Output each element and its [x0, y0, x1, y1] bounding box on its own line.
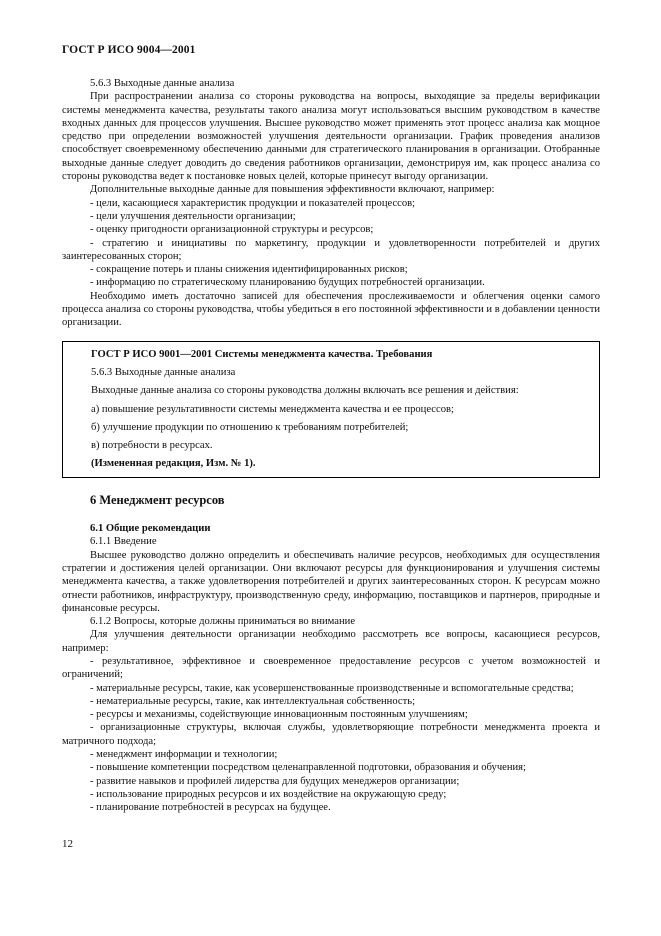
list-item: - цели улучшения деятельности организации; — [90, 210, 296, 222]
list-item: - организационные структуры, включая службы, удовлетворяющие потребности менеджмента проекта и матричного подхода; — [62, 722, 600, 747]
section-heading-6-1: 6.1 Общие рекомендации — [90, 523, 211, 535]
list-item: - цели, касающиеся характеристик продукции и показателей процессов; — [90, 197, 416, 209]
list-item: - ресурсы и механизмы, содействующие инновационным постоянным улучшениям; — [90, 709, 468, 721]
list-item: - материальные ресурсы, такие, как усовершенствованные производственные и вспомогательные средства; — [90, 682, 574, 694]
page-content — [62, 77, 600, 815]
quote-box-item: в) потребности в ресурсах. — [91, 440, 213, 452]
quote-box-item: а) повышение результативности системы менеджмента качества и ее процессов; — [91, 403, 454, 415]
quote-box-intro: Выходные данные анализа со стороны руководства должны включать все решения и действия: — [91, 385, 519, 397]
paragraph: Для улучшения деятельности организации необходимо рассмотреть все вопросы, касающиеся ресурсов, например: — [62, 629, 600, 654]
quote-box-item: б) улучшение продукции по отношению к требованиям потребителей; — [91, 421, 409, 433]
section-heading-6-1-1: 6.1.1 Введение — [90, 536, 157, 548]
paragraph: Необходимо иметь достаточно записей для обеспечения прослеживаемости и облегчения оценки самого процесса анализа со стороны руководства, чтобы убедиться в его постоянной эффективности и в добавлении ценности организации. — [62, 290, 600, 329]
list-item: - информацию по стратегическому планированию будущих потребностей организации. — [90, 277, 485, 289]
quote-box-note: (Измененная редакция, Изм. № 1). — [91, 458, 256, 470]
quote-box-heading: 5.6.3 Выходные данные анализа — [91, 366, 236, 378]
list-item: - использование природных ресурсов и их воздействие на окружающую среду; — [90, 788, 447, 800]
section-heading-5-6-3: 5.6.3 Выходные данные анализа — [90, 78, 235, 89]
list-item: - планирование потребностей в ресурсах на будущее. — [90, 802, 331, 814]
page-header: ГОСТ Р ИСО 9004—2001 — [62, 44, 196, 56]
list-item: - менеджмент информации и технологии; — [90, 749, 278, 761]
list-item: - результативное, эффективное и своевременное предоставление ресурсов с учетом возможностей и ограничений; — [62, 655, 600, 681]
page-number: 12 — [62, 838, 73, 850]
list-item: - сокращение потерь и планы снижения идентифицированных рисков; — [90, 264, 408, 276]
section-heading-6-1-2: 6.1.2 Вопросы, которые должны приниматься во внимание — [90, 616, 356, 628]
paragraph: Дополнительные выходные данные для повышения эффективности включают, например: — [90, 184, 495, 196]
list-item: - нематериальные ресурсы, такие, как интеллектуальная собственность; — [90, 695, 416, 707]
section-heading-6: 6 Менеджмент ресурсов — [90, 492, 225, 507]
list-item: - стратегию и инициативы по маркетингу, продукции и удовлетворенности потребителей и других заинтересованных сторон; — [62, 237, 600, 262]
list-item: - повышение компетенции посредством целенаправленной подготовки, образования и обучения; — [90, 762, 527, 774]
standard-quote-box — [62, 341, 600, 478]
paragraph: При распространении анализа со стороны руководства на вопросы, выходящие за пределы верификации системы менеджмента качества, результаты такого анализа могут использоваться высшим руководством в качестве входных данных для процессов улучшения. Высшее руководство может применять этот процесс анализа как мощное средство при определении возможностей улучшения деятельности организации. График проведения анализов способствует своевременному обеспечению данными для стратегического планирования в организации. Отобранные выходные данные следует доводить до сведения работников организации, демонстрируя им, как процесс анализа со стороны руководства ведет к постановке новых целей, которые принесут выгоду организации. — [62, 91, 600, 183]
list-item: - развитие навыков и профилей лидерства для будущих менеджеров организации; — [90, 775, 460, 787]
list-item: - оценку пригодности организационной структуры и ресурсов; — [90, 224, 374, 236]
paragraph: Высшее руководство должно определить и обеспечивать наличие ресурсов, необходимых для осуществления стратегии и достижения целей организации. Они включают ресурсы для функционирования и улучшения системы менеджмента качества, а также удовлетворения потребителей и других заинтересованных сторон. К ресурсам можно отнести работников, инфраструктуру, производственную среду, информацию, поставщиков и партнеров, природные и финансовые ресурсы. — [62, 549, 600, 614]
quote-box-title: ГОСТ Р ИСО 9001—2001 Системы менеджмента качества. Требования — [91, 348, 433, 360]
